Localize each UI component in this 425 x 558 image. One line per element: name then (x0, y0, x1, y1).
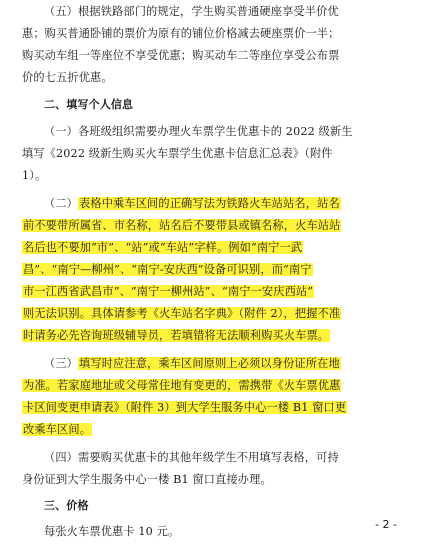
text-line (22, 422, 402, 439)
text-line (44, 356, 402, 373)
highlighted-text: 昌”、“南宁—柳州”、“南宁-安庆西”设备可识别，而“南宁 (23, 263, 312, 276)
section-heading: 三、价格 (44, 499, 89, 512)
highlighted-text: 时请务必先咨询班级辅导员，若填错将无法顺利购买火车票。 (23, 329, 330, 342)
text-line: 1）。 (22, 169, 47, 182)
text-line (22, 306, 402, 323)
section-heading: 二、填写个人信息 (44, 98, 134, 111)
text-line: 购买动车组一等座位不享受优惠；购买动车二等座位享受公布票 (22, 49, 340, 62)
text-line (22, 400, 402, 417)
highlighted-text: 前不要带所属省、市名称，站名后不要带县或镇名称，火车站站 (23, 219, 341, 232)
text-line (22, 240, 402, 257)
text-span: （二） (44, 197, 79, 210)
text-line: （五）根据铁路部门的规定，学生购买普通硬座享受半价优 (44, 5, 339, 18)
highlighted-text: 卡区间变更申请表》（附件 3）到大学生服务中心一楼 B1 窗口更 (23, 401, 347, 414)
text-line (22, 378, 402, 395)
text-span: （三） (44, 357, 79, 370)
highlighted-text: 为准。若家庭地址或父母常住地有变更的，需携带《火车票优惠 (23, 379, 341, 392)
text-line (22, 284, 402, 301)
text-line: （四）需要购买优惠卡的其他年级学生不用填写表格，可持 (44, 451, 339, 464)
text-line (44, 196, 402, 213)
highlighted-text: 则无法识别。具体请参考《火车站名字典》（附件 2），把握不准 (23, 307, 341, 320)
text-line: 身份证到大学生服务中心一楼 B1 窗口直接办理。 (22, 473, 272, 486)
text-line: （一）各班级组织需要办理火车票学生优惠卡的 2022 级新生 (44, 125, 353, 138)
highlighted-text: 市一江西省武昌市”、“南宁一柳州站”、“南宁一安庆西站” (23, 285, 314, 298)
text-line: 价的七五折优惠。 (22, 71, 113, 84)
text-line: 惠；购买普通卧铺的票价为原有的铺位价格减去硬座票价一半； (22, 27, 340, 40)
highlighted-text: 表格中乘车区间的正确写法为铁路火车站站名，站名 (79, 197, 340, 210)
highlighted-text: 填写时应注意，乘车区间原则上必须以身份证所在地 (79, 357, 340, 370)
highlighted-text: 改乘车区间。 (23, 423, 92, 436)
text-line: 每张火车票优惠卡 10 元。 (44, 525, 180, 538)
text-line (22, 262, 402, 279)
page-number: - 2 - (375, 518, 397, 531)
text-line: 填写《2022 级新生购买火车票学生优惠卡信息汇总表》（附件 (22, 147, 333, 160)
highlighted-text: 名后也不要加“市”、“站”或“车站”字样。例如“南宁一武 (23, 241, 303, 254)
text-line (22, 328, 402, 345)
text-line (22, 218, 402, 235)
